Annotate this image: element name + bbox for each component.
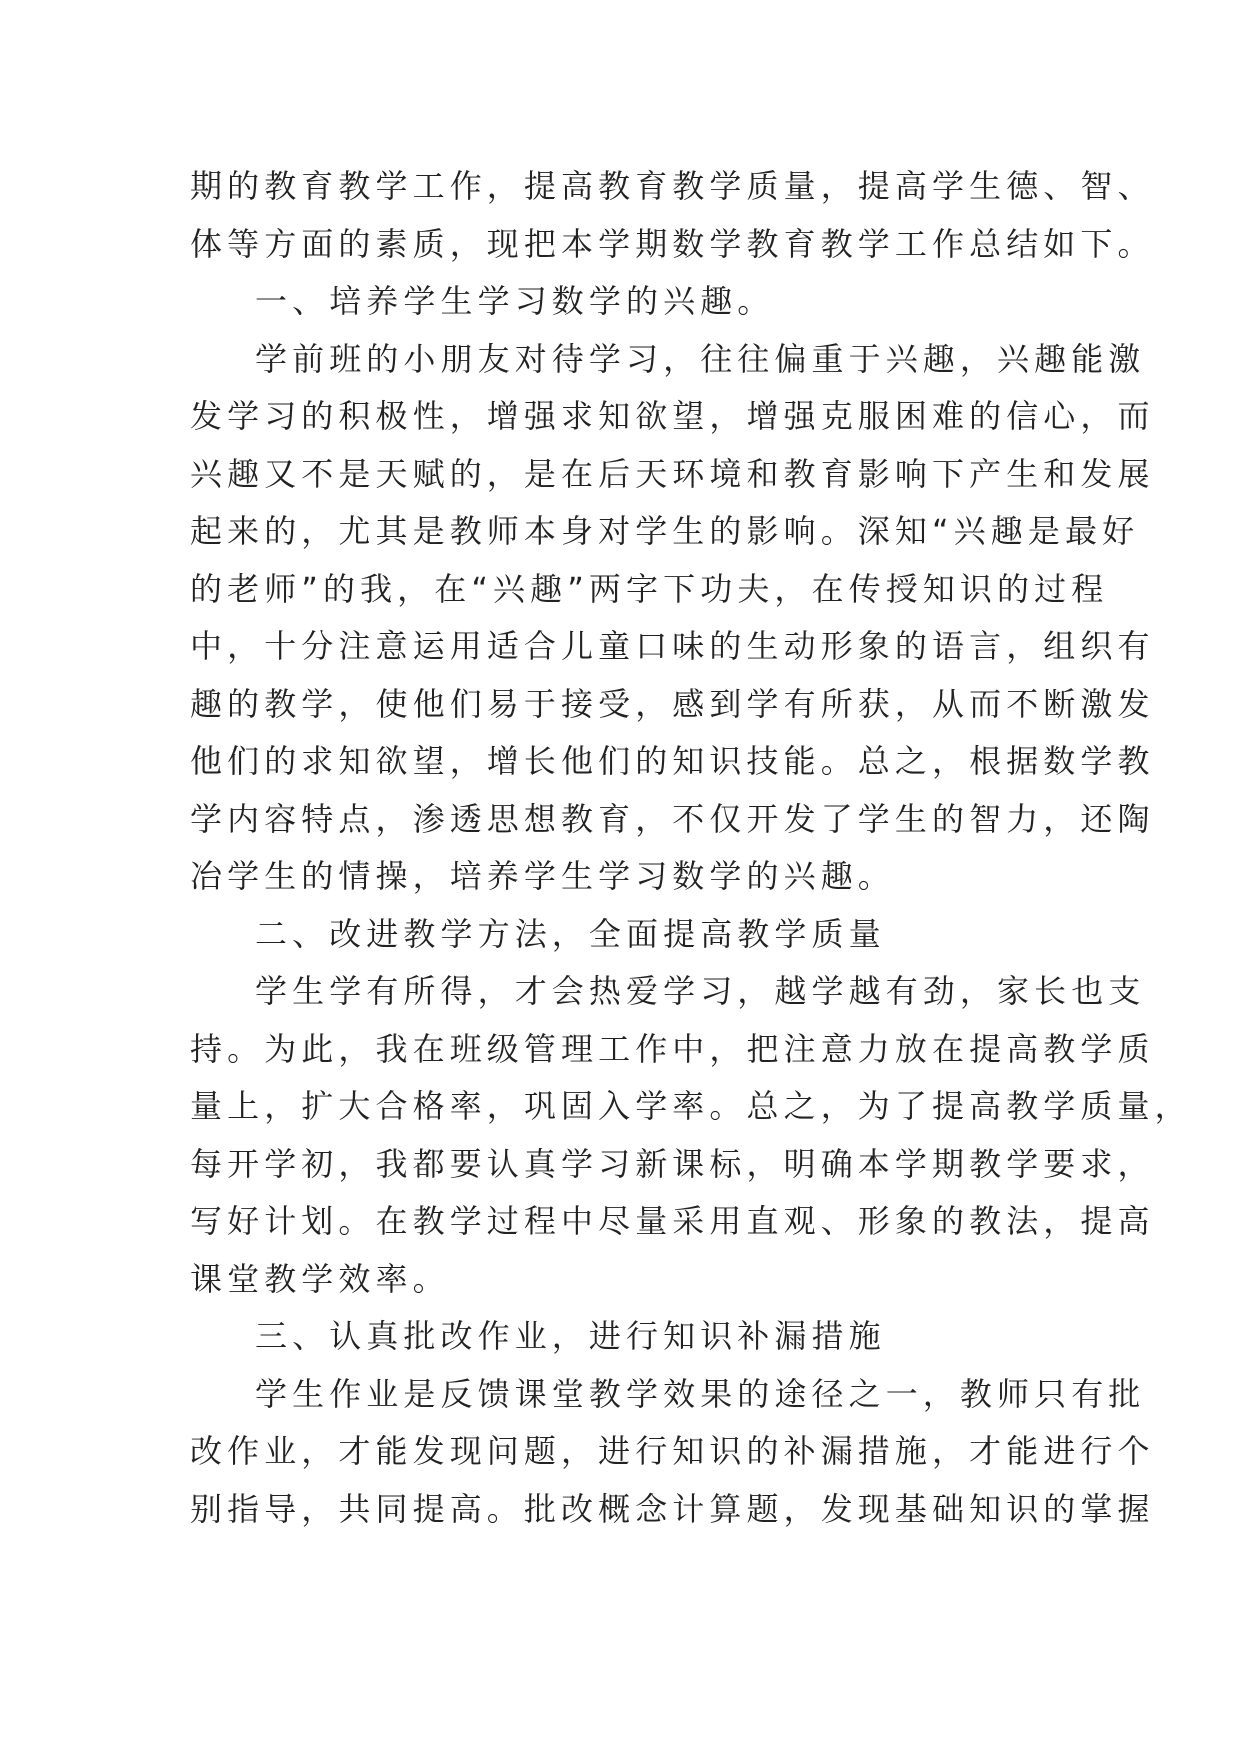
paragraph-line: 改作业，才能发现问题，进行知识的补漏措施，才能进行个 — [190, 1432, 1155, 1470]
document-body — [190, 158, 1192, 1538]
paragraph-line: 持。为此，我在班级管理工作中，把注意力放在提高教学质 — [190, 1029, 1155, 1068]
paragraph-line: 他们的求知欲望，增长他们的知识技能。总之，根据数学教 — [190, 742, 1155, 780]
paragraph-line: 趣的教学，使他们易于接受，感到学有所获，从而不断激发 — [190, 684, 1155, 723]
paragraph-line: 的老师”的我，在“兴趣”两字下功夫，在传授知识的过程 — [190, 569, 1109, 608]
paragraph-line: 冶学生的情操，培养学生学习数学的兴趣。 — [190, 857, 895, 895]
paragraph-line: 中，十分注意运用适合儿童口味的生动形象的语言，组织有 — [190, 627, 1155, 665]
paragraph-line: 写好计划。在教学过程中尽量采用直观、形象的教法，提高 — [190, 1202, 1155, 1240]
paragraph-line: 学生作业是反馈课堂教学效果的途径之一，教师只有批 — [255, 1374, 1146, 1413]
paragraph-line: 兴趣又不是天赋的，是在后天环境和教育影响下产生和发展 — [190, 454, 1155, 493]
paragraph-line: 别指导，共同提高。批改概念计算题，发现基础知识的掌握 — [190, 1489, 1155, 1528]
paragraph-line: 学生学有所得，才会热爱学习，越学越有劲，家长也支 — [255, 972, 1146, 1010]
section-heading: 一、培养学生学习数学的兴趣。 — [255, 282, 775, 320]
paragraph-line: 课堂教学效率。 — [190, 1259, 450, 1298]
paragraph-line: 发学习的积极性，增强求知欲望，增强克服困难的信心，而 — [190, 397, 1155, 435]
paragraph-line: 量上，扩大合格率，巩固入学率。总之，为了提高教学质量， — [190, 1087, 1192, 1125]
section-heading: 二、改进教学方法，全面提高教学质量 — [255, 914, 886, 953]
paragraph-line: 学内容特点，渗透思想教育，不仅开发了学生的智力，还陶 — [190, 799, 1155, 838]
section-heading: 三、认真批改作业，进行知识补漏措施 — [255, 1317, 886, 1355]
paragraph-line: 体等方面的素质，现把本学期数学教育教学工作总结如下。 — [190, 224, 1155, 263]
paragraph-line: 学前班的小朋友对待学习，往往偏重于兴趣，兴趣能激 — [255, 339, 1146, 378]
paragraph-line: 每开学初，我都要认真学习新课标，明确本学期教学要求， — [190, 1144, 1155, 1183]
paragraph-line: 起来的，尤其是教师本身对学生的影响。深知“兴趣是最好 — [190, 512, 1140, 550]
paragraph-line: 期的教育教学工作，提高教育教学质量，提高学生德、智、 — [190, 167, 1155, 205]
